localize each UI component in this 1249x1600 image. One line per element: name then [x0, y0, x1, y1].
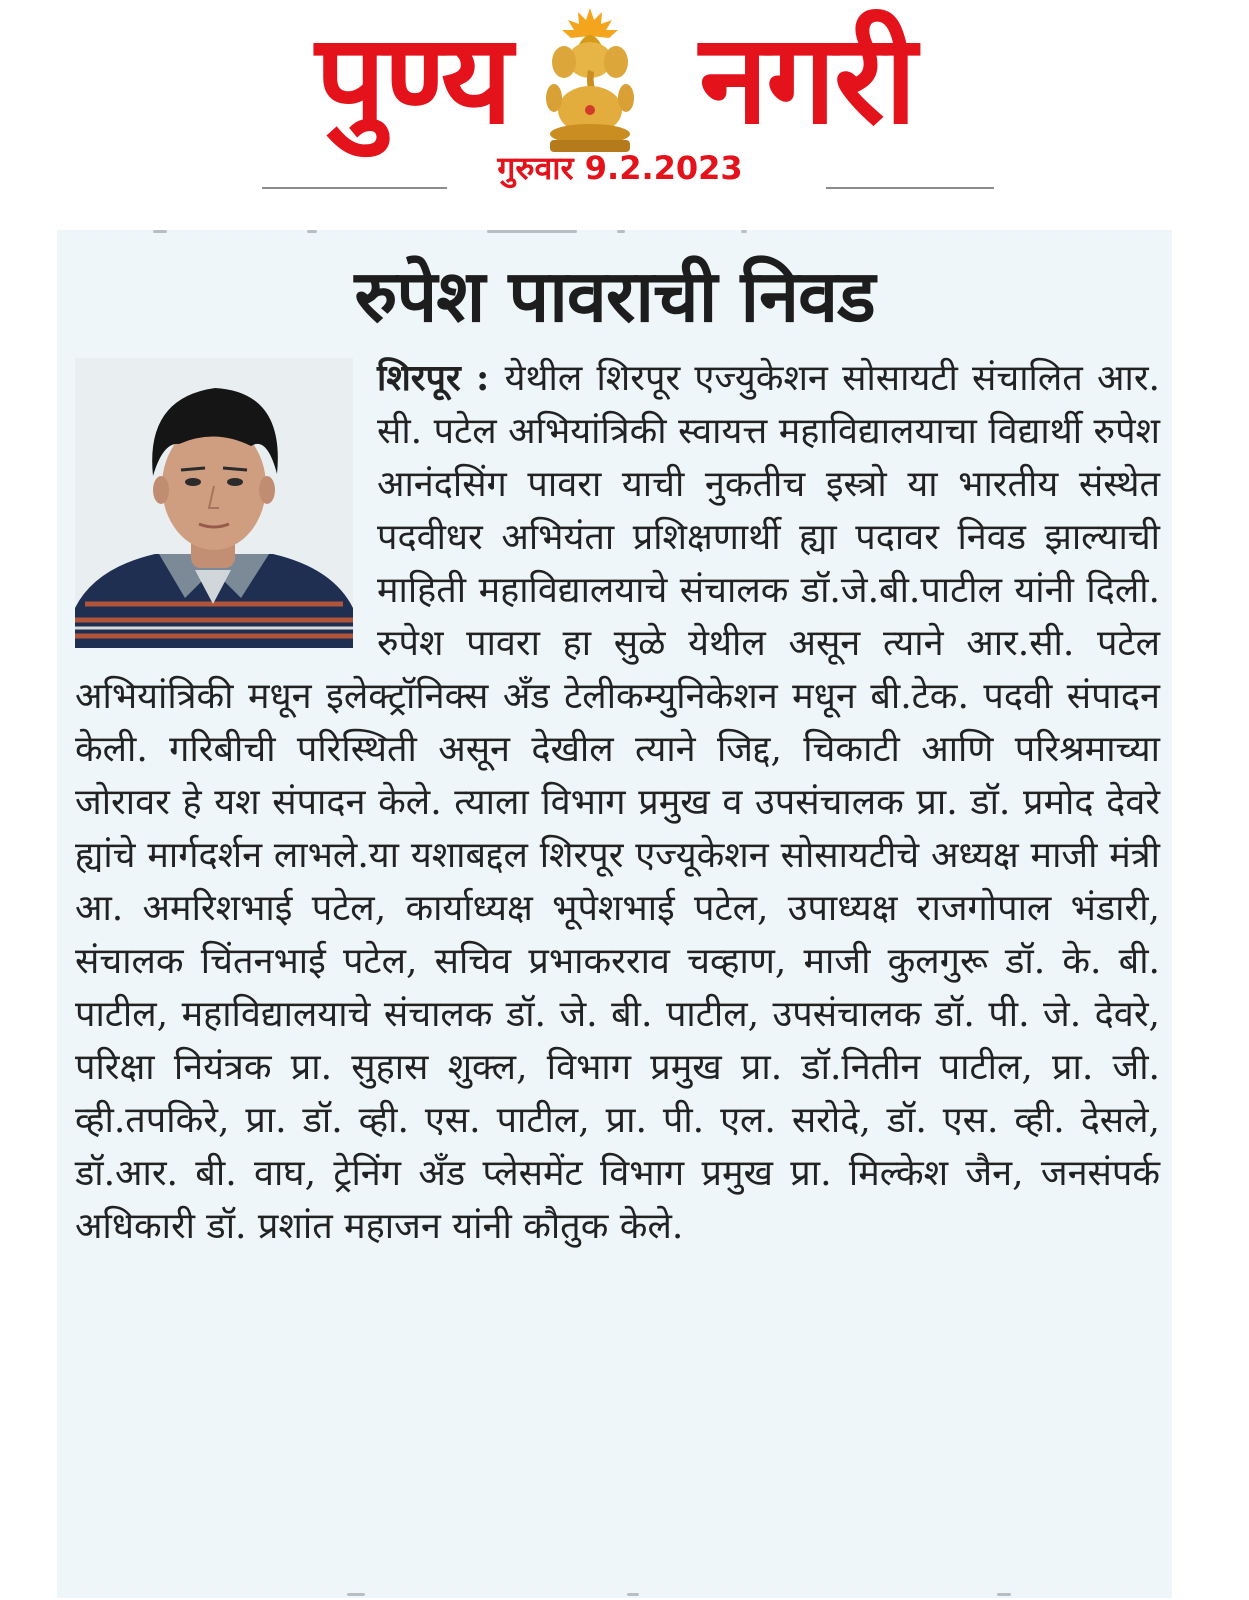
- person-photo: [75, 358, 353, 648]
- masthead: [0, 0, 1249, 200]
- masthead-title-left: पुण्य: [315, 8, 511, 152]
- masthead-rule-left: [262, 187, 447, 189]
- article-headline: रुपेश पावराची निवड: [354, 253, 875, 338]
- article-paragraph: येथील शिरपूर एज्युकेशन सोसायटी संचालित आर. सी. पटेल अभियांत्रिकी स्वायत्त महाविद्यालयाचा विद्यार्थी रुपेश आनंदसिंग पावरा याची नुकतीच इस्त्रो या भारतीय संस्थेत पदवीधर अभियंता प्रशिक्षणार्थी ह्या पदावर निवड झाल्याची माहिती महाविद्यालयाचे संचालक डॉ.जे.बी.पाटील यांनी दिली. रुपेश पावरा हा सुळे येथील असून त्याने आर.सी. पटेल अभियांत्रिकी मधून इलेक्ट्रॉनिक्स अँड टेलीकम्युनिकेशन मधून बी.टेक. पदवी संपादन केली. गरिबीची परिस्थिती असून देखील त्याने जिद्द, चिकाटी आणि परिश्रमाच्या जोरावर हे यश संपादन केले. त्याला विभाग प्रमुख व उपसंचालक प्रा. डॉ. प्रमोद देवरे ह्यांचे मार्गदर्शन लाभले.या यशाबद्दल शिरपूर एज्यूकेशन सोसायटीचे अध्यक्ष माजी मंत्री आ. अमरिशभाई पटेल, कार्याध्यक्ष भूपेशभाई पटेल, उपाध्यक्ष राजगोपाल भंडारी, संचालक चिंतनभाई पटेल, सचिव प्रभाकरराव चव्हाण, माजी कुलगुरू डॉ. के. बी. पाटील, महाविद्यालयाचे संचालक डॉ. जे. बी. पाटील, उपसंचालक डॉ. पी. जे. देवरे, परिक्षा नियंत्रक प्रा. सुहास शुक्ल, विभाग प्रमुख प्रा. डॉ.नितीन पाटील, प्रा. जी. व्ही.तपकिरे, प्रा. डॉ. व्ही. एस. पाटील, प्रा. पी. एल. सरोदे, डॉ. एस. व्ही. देसले, डॉ.आर. बी. वाघ, ट्रेनिंग अँड प्लेसमेंट विभाग प्रमुख प्रा. मिल्केश जैन, जनसंपर्क अधिकारी डॉ. प्रशांत महाजन यांनी कौतुक केले.: [75, 358, 1161, 1247]
- masthead-title-right: नगरी: [699, 8, 915, 152]
- article-dateline: शिरपूर :: [377, 357, 505, 399]
- masthead-rule-right: [826, 187, 994, 189]
- top-edge-marks: [57, 230, 1172, 242]
- bottom-edge-marks: [57, 1586, 1172, 1596]
- article-body: [75, 352, 1160, 1253]
- person-portrait-icon: [75, 358, 353, 648]
- news-clipping: [57, 230, 1172, 1598]
- ganesha-emblem-icon: [540, 6, 640, 156]
- issue-date: गुरुवार 9.2.2023: [497, 149, 743, 187]
